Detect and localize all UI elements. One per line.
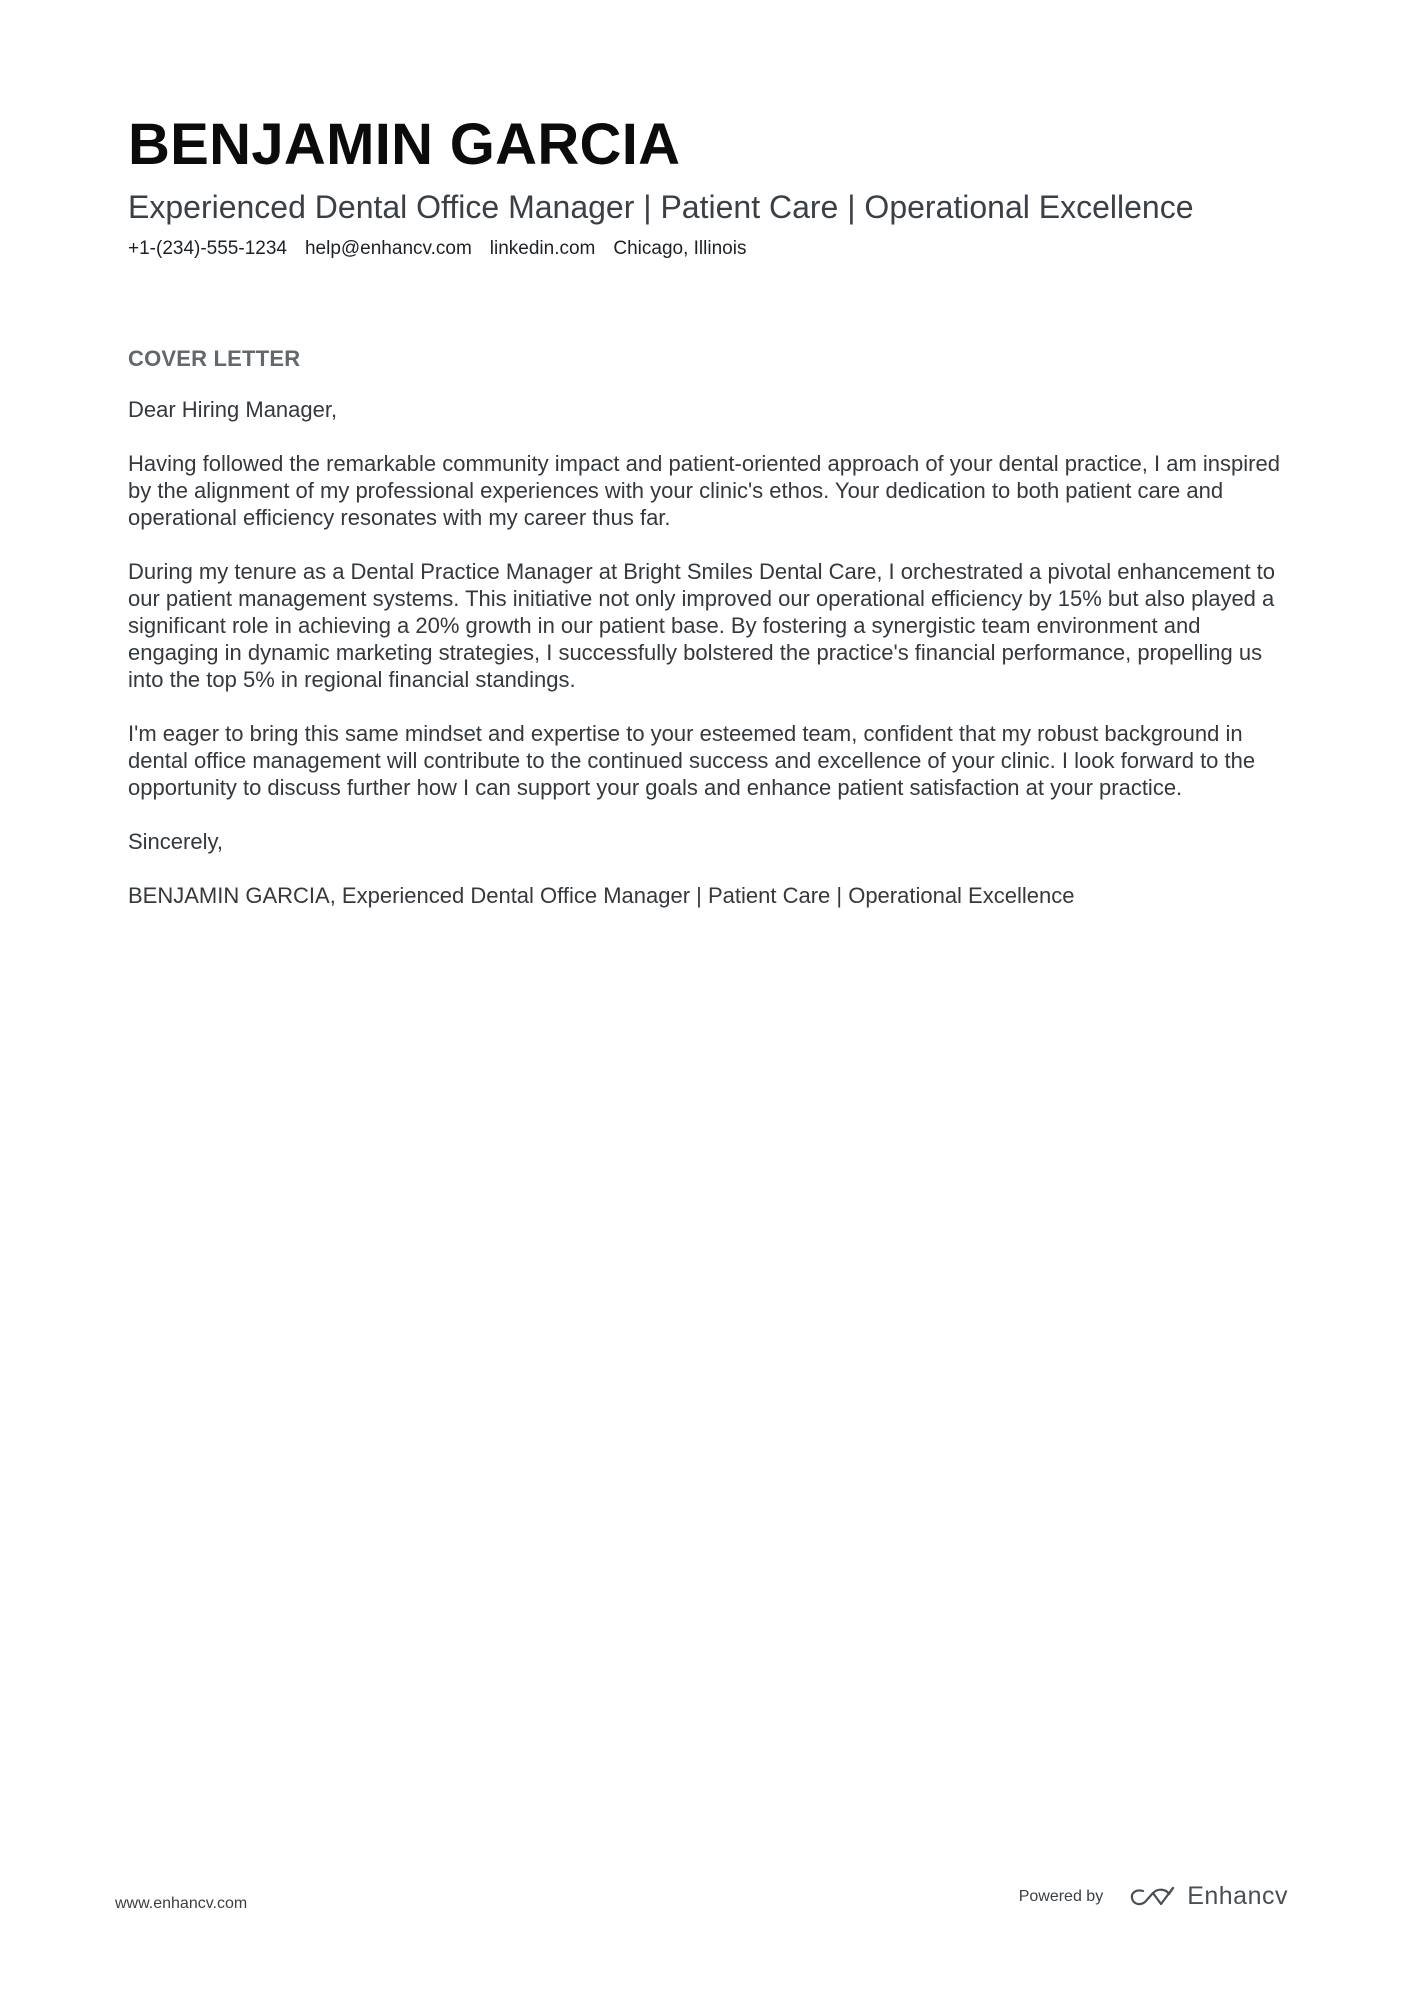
letter-paragraph: Having followed the remarkable community impact and patient-oriented approach of your dental practice, I am inspired by the alignment of my professional experiences with your clinic's ethos. Your dedication to both patient care and operational efficiency resonates with my career thus far. (128, 451, 1280, 530)
closing: Sincerely, (128, 829, 223, 854)
contact-info (128, 236, 1288, 262)
letter-paragraph: I'm eager to bring this same mindset and expertise to your esteemed team, confident that my robust background in dental office management will contribute to the continued success and excellence of your clinic. I look forward to the opportunity to discuss further how I can support your goals and enhance patient satisfaction at your practice. (128, 721, 1256, 800)
candidate-tagline: Experienced Dental Office Manager | Patient Care | Operational Excellence (128, 189, 1194, 225)
footer-branding (1019, 1882, 1288, 1911)
section-title: COVER LETTER (128, 346, 301, 371)
letter-body (128, 344, 1293, 936)
contact-email: help@enhancv.com (304, 238, 472, 259)
letter-paragraph: During my tenure as a Dental Practice Manager at Bright Smiles Dental Care, I orchestrated a pivotal enhancement to our patient management systems. This initiative not only improved our operational efficiency by 15% but also played a significant role in achieving a 20% growth in our patient base. By fostering a synergistic team environment and engaging in dynamic marketing strategies, I successfully bolstered the practice's financial performance, propelling us into the top 5% in regional financial standings. (128, 559, 1276, 692)
signature: BENJAMIN GARCIA, Experienced Dental Office Manager | Patient Care | Operational Excellence (128, 883, 1075, 908)
contact-location: Chicago, Illinois (613, 238, 747, 259)
brand (1129, 1882, 1288, 1911)
enhancv-logo-icon (1129, 1885, 1177, 1909)
powered-by-label: Powered by (1018, 1887, 1104, 1905)
brand-name: Enhancv (1187, 1882, 1288, 1910)
contact-phone: +1-(234)-555-1234 (128, 238, 287, 259)
greeting: Dear Hiring Manager, (128, 397, 338, 422)
contact-linkedin: linkedin.com (489, 238, 596, 259)
header (128, 108, 1288, 262)
footer-website: www.enhancv.com (115, 1895, 248, 1912)
candidate-name: BENJAMIN GARCIA (128, 112, 681, 177)
